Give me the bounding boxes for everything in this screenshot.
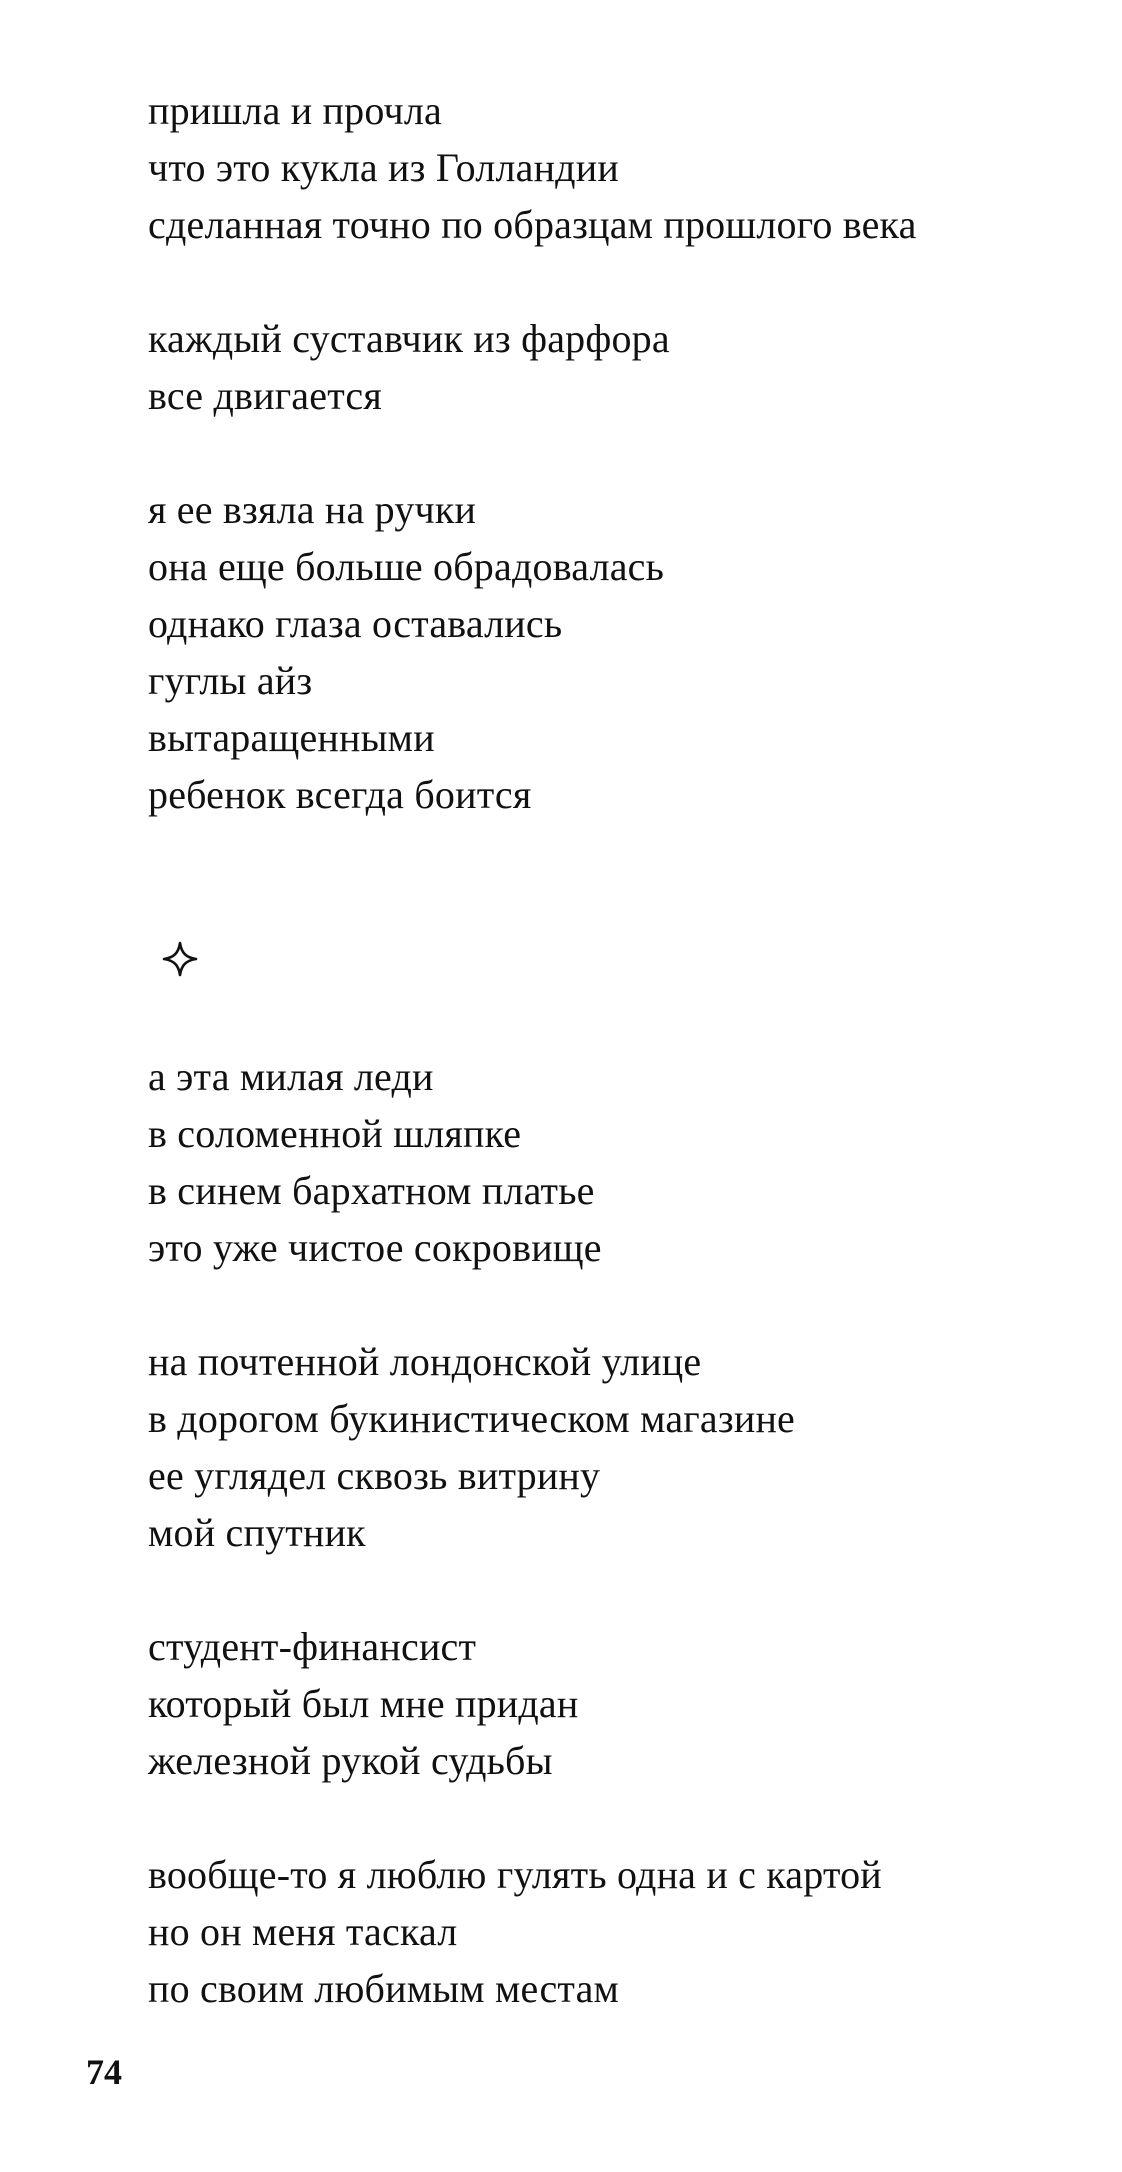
poem-line: в синем бархатном платье xyxy=(148,1168,595,1213)
poem-line: но он меня таскал xyxy=(148,1909,458,1954)
poem-line: ребенок всегда боится xyxy=(148,772,532,817)
poem-line: это уже чистое сокровище xyxy=(148,1225,602,1270)
poem-line: мой спутник xyxy=(148,1510,366,1555)
stanza xyxy=(148,82,1078,253)
poem-line: каждый суставчик из фарфора xyxy=(148,316,670,361)
poem-line: а эта милая леди xyxy=(148,1054,434,1099)
stanza xyxy=(148,1618,1078,1789)
page-number: 74 xyxy=(86,2052,122,2092)
poem-line: студент-финансист xyxy=(148,1624,477,1669)
poem-line: ее углядел сквозь витрину xyxy=(148,1453,601,1498)
poem-line: который был мне придан xyxy=(148,1681,579,1726)
poem-line: вытаращенными xyxy=(148,715,435,760)
poem-line: что это кукла из Голландии xyxy=(148,145,619,190)
stanza xyxy=(148,310,1078,424)
poem-line: железной рукой судьбы xyxy=(148,1738,553,1783)
poem-line: сделанная точно по образцам прошлого века xyxy=(148,202,917,247)
stanza xyxy=(148,1846,1078,2017)
poem-line: на почтенной лондонской улице xyxy=(148,1339,702,1384)
poem-line: она еще больше обрадовалась xyxy=(148,544,665,589)
poem-line: гуглы айз xyxy=(148,658,313,703)
stanza xyxy=(148,1048,1078,1276)
poem-line: пришла и прочла xyxy=(148,88,442,133)
poem-part-1 xyxy=(148,82,1078,823)
stanza xyxy=(148,1333,1078,1561)
poem-line: однако глаза оставались xyxy=(148,601,563,646)
four-point-star-outline-icon xyxy=(161,940,199,978)
poem-line: все двигается xyxy=(148,373,382,418)
poem-line: вообще-то я люблю гулять одна и с картой xyxy=(148,1852,882,1897)
poem-line: по своим любимым местам xyxy=(148,1966,620,2011)
poem-part-2 xyxy=(148,1048,1078,2017)
poem-line: в дорогом букинистическом магазине xyxy=(148,1396,796,1441)
stanza xyxy=(148,481,1078,823)
poem-line: я ее взяла на ручки xyxy=(148,487,477,532)
poem-line: в соломенной шляпке xyxy=(148,1111,522,1156)
